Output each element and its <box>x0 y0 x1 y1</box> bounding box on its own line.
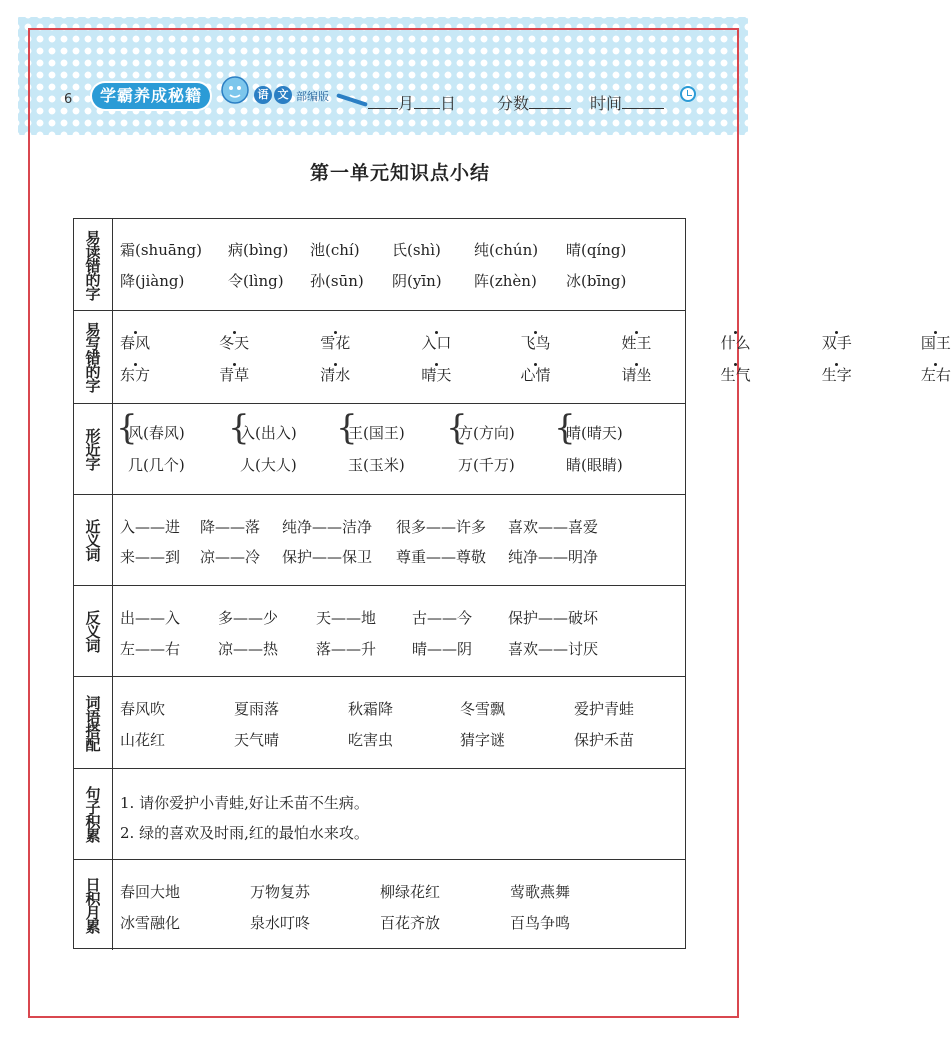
table-row: 词语搭配 春风吹 夏雨落 秋霜降 冬雪飘 爱护青蛙 山花红 天气晴 吃害虫 猜字谜 保护禾苗 <box>74 676 685 768</box>
subject-badge: 语 文 <box>254 86 292 104</box>
row-label: 易写错的字 <box>83 322 102 392</box>
summary-table <box>73 218 951 949</box>
row-label: 词语搭配 <box>83 694 102 751</box>
mascot-icon <box>218 74 252 108</box>
time-field[interactable]: 时间 <box>590 91 664 114</box>
table-row: 易写错的字 春风 冬天 雪花 入口 飞鸟 姓王 什么 双手 国王 东方 青草 清水 晴天 心情 请坐 生气 生字 左右 <box>74 310 685 403</box>
row-label: 句子积累 <box>83 786 102 842</box>
row-label: 反义词 <box>83 610 102 652</box>
row-label: 日积月累 <box>83 877 102 933</box>
table-row: 日积月累 春回大地 万物复苏 柳绿花红 莺歌燕舞 冰雪融化 泉水叮咚 百花齐放 百鸟争鸣 <box>74 859 685 950</box>
clock-icon <box>680 86 696 102</box>
table-row: 反义词 出——入 多——少 天——地 古——今 保护——破坏 左——右 凉——热 落——升 晴——阴 喜欢——讨厌 <box>74 585 685 676</box>
score-field[interactable]: 分数 <box>497 91 571 114</box>
sentence-item: 1. 请你爱护小青蛙,好让禾苗不生病。 <box>120 794 369 812</box>
sentence-item: 2. 绿的喜欢及时雨,红的最怕水来攻。 <box>120 824 369 842</box>
table-row: 易读错的字 霜(shuāng) 病(bìng) 池(chí) 氏(shì) 纯(chún) 晴(qíng) 降(jiàng) 令(lìng) 孙(sūn) 阴(yīn) 阵(zhèn) 冰(bīng) <box>74 219 685 310</box>
row-label: 形近字 <box>83 428 102 470</box>
table-row <box>74 768 685 859</box>
page-number: 6 <box>64 92 73 107</box>
row-label: 易读错的字 <box>83 229 102 300</box>
edition-label: 部编版 <box>296 90 329 103</box>
row-label: 近义词 <box>83 519 102 561</box>
page-title: 第一单元知识点小结 <box>309 162 490 184</box>
date-field[interactable]: 月 日 <box>368 91 456 114</box>
brand-badge: 学霸养成秘籍 <box>92 83 210 109</box>
table-row: 形近字 { 风(春风) 几(几个) { 入(出入) 人(大人) { 王(国王) 玉(玉米) { 方(方向) 万(千万) { 晴(晴天) 睛(眼睛) <box>74 403 685 494</box>
table-row: 近义词 入——进 降——落 纯净——洁净 很多——许多 喜欢——喜爱 来——到 凉——冷 保护——保卫 尊重——尊敬 纯净——明净 <box>74 494 685 585</box>
